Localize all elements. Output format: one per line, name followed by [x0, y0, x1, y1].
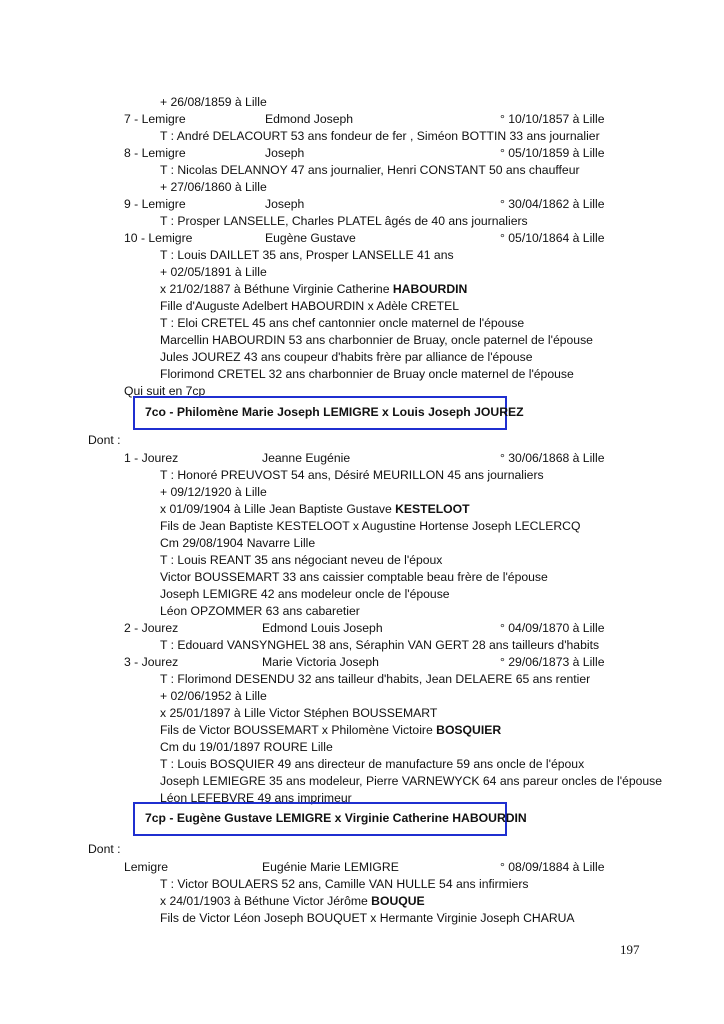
dont-label: Dont : [88, 842, 121, 856]
witness-line: Joseph LEMIGRE 42 ans modeleur oncle de l'épouse [160, 587, 450, 601]
death-line: + 26/08/1859 à Lille [160, 95, 267, 109]
child-name: Edmond Joseph [265, 112, 354, 126]
witness-line: T : Edouard VANSYNGHEL 38 ans, Séraphin VAN GERT 28 ans tailleurs d'habits [160, 638, 600, 652]
witness-line: Léon OPZOMMER 63 ans cabaretier [160, 604, 360, 618]
spouse-surname: BOUQUE [371, 894, 425, 908]
death-line: + 09/12/1920 à Lille [160, 485, 267, 499]
child-number: 10 - Lemigre [124, 231, 193, 245]
child-birth: ° 30/04/1862 à Lille [500, 197, 605, 211]
parents-line [160, 722, 501, 738]
witness-line: T : Nicolas DELANNOY 47 ans journalier, Henri CONSTANT 50 ans chauffeur [160, 163, 580, 177]
marriage-line: x 25/01/1897 à Lille Victor Stéphen BOUSSEMART [160, 706, 438, 720]
child-number: Lemigre [124, 860, 169, 874]
witness-line: T : Victor BOULAERS 52 ans, Camille VAN HULLE 54 ans infirmiers [160, 877, 529, 891]
witness-line: T : Honoré PREUVOST 54 ans, Désiré MEURILLON 45 ans journaliers [160, 468, 544, 482]
child-number: 7 - Lemigre [124, 112, 186, 126]
parent-surname: BOSQUIER [436, 723, 502, 737]
child-birth: ° 30/06/1868 à Lille [500, 451, 605, 465]
child-name: Jeanne Eugénie [262, 451, 351, 465]
follow-reference: Qui suit en 7cp [124, 384, 206, 398]
child-name: Joseph [265, 197, 305, 211]
child-name: Joseph [265, 146, 305, 160]
child-name: Marie Victoria Joseph [262, 655, 379, 669]
section-heading-7co: 7co - Philomène Marie Joseph LEMIGRE x Louis Joseph JOUREZ [133, 396, 507, 430]
child-number: 9 - Lemigre [124, 197, 186, 211]
witness-line: T : Louis REANT 35 ans négociant neveu de l'époux [160, 553, 443, 567]
page-number: 197 [620, 942, 640, 957]
witness-line: T : Louis DAILLET 35 ans, Prosper LANSELLE 41 ans [160, 248, 454, 262]
witness-line: Marcellin HABOURDIN 53 ans charbonnier de Bruay, oncle paternel de l'épouse [160, 333, 593, 347]
child-birth: ° 04/09/1870 à Lille [500, 621, 605, 635]
contract-line: Cm 29/08/1904 Navarre Lille [160, 536, 316, 550]
witness-line: T : Florimond DESENDU 32 ans tailleur d'habits, Jean DELAERE 65 ans rentier [160, 672, 591, 686]
child-number: 3 - Jourez [124, 655, 179, 669]
marriage-text: x 01/09/1904 à Lille Jean Baptiste Gustave [160, 502, 396, 516]
child-name: Edmond Louis Joseph [262, 621, 383, 635]
child-name: Eugénie Marie LEMIGRE [262, 860, 399, 874]
spouse-surname: KESTELOOT [395, 502, 470, 516]
dont-label: Dont : [88, 433, 121, 447]
witness-line: Léon LEFEBVRE 49 ans imprimeur [160, 791, 352, 805]
witness-line: T : Louis BOSQUIER 49 ans directeur de manufacture 59 ans oncle de l'époux [160, 757, 585, 771]
witness-line: T : Eloi CRETEL 45 ans chef cantonnier oncle maternel de l'épouse [160, 316, 525, 330]
marriage-text: x 21/02/1887 à Béthune Virginie Catherine [160, 282, 393, 296]
death-line: + 02/06/1952 à Lille [160, 689, 267, 703]
witness-line: Joseph LEMIEGRE 35 ans modeleur, Pierre VARNEWYCK 64 ans pareur oncles de l'épouse [160, 774, 663, 788]
child-birth: ° 29/06/1873 à Lille [500, 655, 605, 669]
witness-line: Jules JOUREZ 43 ans coupeur d'habits frère par alliance de l'épouse [160, 350, 533, 364]
child-name: Eugène Gustave [265, 231, 356, 245]
witness-line: T : André DELACOURT 53 ans fondeur de fer , Siméon BOTTIN 33 ans journalier [160, 129, 600, 143]
parents-line: Fils de Victor Léon Joseph BOUQUET x Hermante Virginie Joseph CHARUA [160, 911, 575, 925]
child-number: 8 - Lemigre [124, 146, 186, 160]
death-line: + 02/05/1891 à Lille [160, 265, 267, 279]
parents-text: Fils de Victor BOUSSEMART x Philomène Victoire [160, 723, 437, 737]
child-birth: ° 08/09/1884 à Lille [500, 860, 605, 874]
parents-line: Fils de Jean Baptiste KESTELOOT x Augustine Hortense Joseph LECLERCQ [160, 519, 581, 533]
child-number: 1 - Jourez [124, 451, 179, 465]
marriage-line [160, 501, 470, 517]
witness-line: Victor BOUSSEMART 33 ans caissier comptable beau frère de l'épouse [160, 570, 548, 584]
child-birth: ° 05/10/1864 à Lille [500, 231, 605, 245]
child-number: 2 - Jourez [124, 621, 179, 635]
marriage-text: x 24/01/1903 à Béthune Victor Jérôme [160, 894, 372, 908]
contract-line: Cm du 19/01/1897 ROURE Lille [160, 740, 333, 754]
witness-line: T : Prosper LANSELLE, Charles PLATEL âgés de 40 ans journaliers [160, 214, 528, 228]
parents-line: Fille d'Auguste Adelbert HABOURDIN x Adèle CRETEL [160, 299, 460, 313]
spouse-surname: HABOURDIN [392, 282, 468, 296]
death-line: + 27/06/1860 à Lille [160, 180, 267, 194]
child-birth: ° 05/10/1859 à Lille [500, 146, 605, 160]
section-heading-7cp: 7cp - Eugène Gustave LEMIGRE x Virginie Catherine HABOURDIN [133, 802, 507, 836]
marriage-line [160, 281, 467, 297]
marriage-line [160, 893, 425, 909]
witness-line: Florimond CRETEL 32 ans charbonnier de Bruay oncle maternel de l'épouse [160, 367, 574, 381]
child-birth: ° 10/10/1857 à Lille [500, 112, 605, 126]
